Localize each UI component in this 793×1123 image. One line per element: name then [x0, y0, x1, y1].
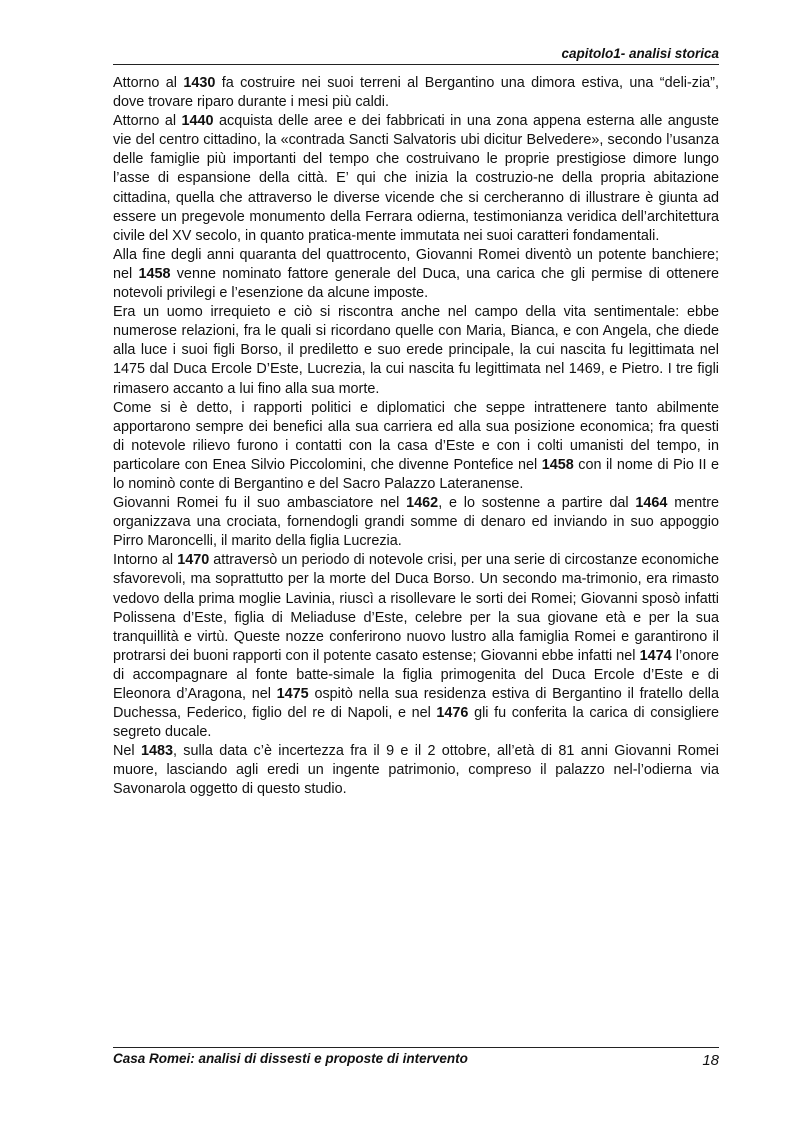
text-run: Intorno al	[113, 552, 178, 569]
text-run: mentre organizzava una crociata, fornendogli grandi somme di denaro ed inviando in suo appoggio Pirro Maroncelli, il marito della figlia Lucrezia.	[113, 495, 719, 550]
text-run: acquista delle aree e dei fabbricati in una zona appena esterna alle anguste vie del centro cittadino, la «contrada Sancti Salvatoris ubi dicitur Belvedere», secondo l’usanza delle famiglie più importanti del tempo che costruivano le proprie prestigiose dimore lungo l’asse di espansione della città. E’ qui che inizia la costruzio-ne della propria abitazione cittadina, quella che attraverso le diverse vicende che si cercheranno di illustrare è giunta ad essere un pregevole monumento della Ferrara odierna, testimonianza veridica dell’architettura civile del XV secolo, in quanto pratica-mente immutata nei suoi caratteri fondamentali.	[113, 113, 719, 244]
year-highlight: 1475	[276, 686, 309, 702]
text-run: Attorno al	[113, 113, 182, 130]
year-highlight: 1440	[181, 113, 214, 130]
paragraph	[113, 303, 719, 398]
year-highlight: 1476	[436, 705, 469, 722]
text-run: Come si è detto, i rapporti politici e diplomatici che seppe intrattenere tanto abilmente apportarono sempre dei benefici alla sua carriera ed alla sua posizione economica; fra questi di notevole rilievo furono i contatti con la casa d’Este e con i colti umanisti del tempo, in particolare con Enea Silvio Piccolomini, che divenne Pontefice nel	[113, 399, 719, 473]
header-rule	[113, 64, 719, 65]
text-run: l’onore di accompagnare al fonte batte-simale la figlia primogenita del Duca Ercole d’Este e di Eleonora d’Aragona, nel	[113, 647, 719, 702]
text-run: venne nominato fattore generale del Duca, una carica che gli permise di ottenere notevoli privilegi e l’esenzione da alcune imposte.	[113, 265, 719, 302]
text-run: Attorno al	[113, 75, 184, 91]
text-run: con il nome di Pio II e lo nominò conte di Bergantino e del Sacro Palazzo Lateranense.	[113, 456, 719, 492]
body-text	[113, 74, 719, 800]
page-number: 18	[702, 1052, 719, 1069]
text-run: gli fu conferita la carica di consigliere segreto ducale.	[113, 705, 719, 741]
paragraph	[113, 112, 719, 246]
paragraph	[113, 742, 719, 799]
footer-title: Casa Romei: analisi di dissesti e proposte di intervento	[113, 1051, 468, 1066]
year-highlight: 1430	[183, 75, 216, 91]
year-highlight: 1458	[138, 265, 171, 282]
running-header: capitolo1- analisi storica	[561, 46, 719, 61]
year-highlight: 1483	[140, 743, 173, 760]
text-run: Alla fine degli anni quaranta del quattrocento, Giovanni Romei diventò un potente banchiere; nel	[113, 246, 719, 282]
year-highlight: 1464	[635, 495, 668, 512]
text-run: fa costruire nei suoi terreni al Bergantino una dimora estiva, una “deli-zia”, dove trovare riparo durante i mesi più caldi.	[113, 75, 719, 111]
text-run: , sulla data c’è incertezza fra il 9 e il 2 ottobre, all’età di 81 anni Giovanni Romei muore, lasciando agli eredi un ingente patrimonio, compreso il palazzo nel-l’odierna via Savonarola oggetto di questo studio.	[113, 743, 720, 798]
paragraph	[113, 551, 719, 742]
paragraph	[113, 74, 719, 112]
paragraph	[113, 399, 719, 494]
text-run: Era un uomo irrequieto e ciò si riscontra anche nel campo della vita sentimentale: ebbe numerose relazioni, fra le quali si ricordano quelle con Maria, Bianca, e con Angela, che diede alla luce i suoi figli Borso, il prediletto e suo erede principale, la cui nascita fu legittimata nel 1475 dal Duca Ercole D’Este, Lucrezia, la cui nascita fu legittimata nel 1469, e Pietro. I tre figli rimasero accanto a lui fino alla sua morte.	[113, 304, 719, 397]
year-highlight: 1474	[639, 647, 672, 664]
year-highlight: 1462	[406, 495, 439, 512]
year-highlight: 1470	[177, 552, 210, 569]
text-run: , e lo sostenne a partire dal	[438, 495, 636, 512]
year-highlight: 1458	[541, 456, 574, 473]
paragraph	[113, 494, 719, 551]
text-run: attraversò un periodo di notevole crisi, per una serie di circostanze economiche sfavorevoli, ma soprattutto per la morte del Duca Borso. Un secondo ma-trimonio, era rimasto vedovo della prima moglie Lavinia, riuscì a risollevare le sorti dei Romei; Giovanni sposò infatti Polissena d’Este, figlia di Meliaduse d’Este, celebre per la sua giovane età e per la sua tranquillità e virtù. Queste nozze conferirono nuovo lustro alla famiglia Romei e garantirono il protrarsi dei buoni rapporti con il potente casato estense; Giovanni ebbe infatti nel	[113, 552, 719, 664]
paragraph	[113, 246, 719, 303]
footer-rule	[113, 1047, 719, 1048]
text-run: Giovanni Romei fu il suo ambasciatore nel	[113, 495, 407, 512]
text-run: ospitò nella sua residenza estiva di Bergantino il fratello della Duchessa, Federico, figlio del re di Napoli, e nel	[113, 686, 719, 722]
text-run: Nel	[113, 743, 141, 760]
